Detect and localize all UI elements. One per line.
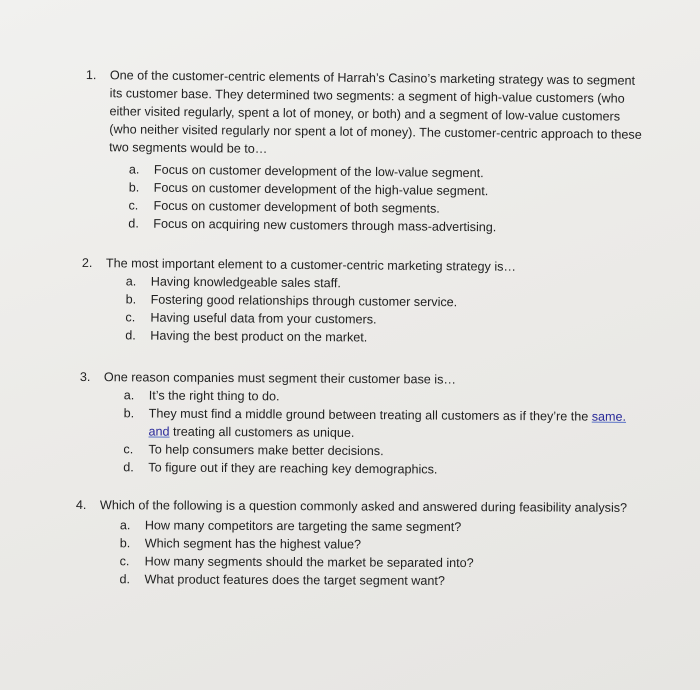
option-text: How many competitors are targeting the same segment? [144,518,462,535]
option-text [148,404,626,443]
answer-options [108,160,497,235]
option-letter: d. [125,328,136,343]
option-letter: c. [128,198,139,213]
option-text-rest: treating all customers as unique. [173,424,355,440]
option-letter: c. [125,310,136,325]
option-letter: b. [123,406,135,421]
answer-options [105,272,458,345]
option-text: Having useful data from your customers. [150,310,377,327]
option-letter: a. [125,274,137,289]
option-text: Having the best product on the market. [150,328,368,345]
question-line: two segments would be to… [109,140,268,156]
option-text: It’s the right thing to do. [148,388,280,404]
option-letter: c. [123,442,134,457]
option-letter: a. [128,162,140,177]
option-letter: d. [123,460,134,475]
option-text: Focus on acquiring new customers through mass-advertising. [153,216,497,235]
option-letter: a. [123,388,135,403]
question-line: One of the customer-centric elements of Harrah’s Casino’s marketing strategy was to segment [109,68,636,88]
option-letter: d. [119,572,131,587]
option-text-main: They must find a middle ground between treating all customers as if they’re the [148,406,589,424]
option-letter: a. [119,518,131,533]
question-number: 1. [85,67,97,83]
question-text [100,496,627,517]
option-text: Focus on customer development of both segments. [153,198,440,216]
question-line: its customer base. They determined two segments: a segment of high-value customers (who [109,86,625,106]
option-text: To help consumers make better decisions. [148,442,384,459]
answer-options [103,386,627,477]
option-letter: b. [119,536,131,551]
option-letter: b. [128,180,140,195]
option-text: How many segments should the market be separated into? [144,554,474,571]
question-number: 4. [75,497,87,513]
question-number: 3. [79,369,91,385]
option-letter: d. [128,216,139,231]
linked-text: and [148,424,170,439]
option-text: Which segment has the highest value? [144,536,362,552]
question-line: One reason companies must segment their customer base is… [103,370,457,387]
question-line: either visited regularly, spent a lot of money, or both) and a segment of low-value customers [109,104,621,124]
option-text: Having knowledgeable sales staff. [150,274,342,291]
question-line: Which of the following is a question commonly asked and answered during feasibility analysis? [99,498,628,515]
option-text: Fostering good relationships through customer service. [150,292,458,310]
question-number: 2. [81,255,93,271]
linked-text: same. [591,409,627,424]
option-text: To figure out if they are reaching key demographics. [148,460,438,477]
option-letter: c. [119,554,130,569]
question-line: The most important element to a customer-centric marketing strategy is… [105,256,517,274]
question-line: (who neither visited regularly nor spent a lot of money). The customer-centric approach to these [109,122,642,142]
question-text [109,66,642,162]
option-text: What product features does the target segment want? [144,572,445,588]
option-text: Focus on customer development of the low-value segment. [153,162,484,181]
option-text: Focus on customer development of the high-value segment. [153,180,489,199]
option-letter: b. [125,292,137,307]
